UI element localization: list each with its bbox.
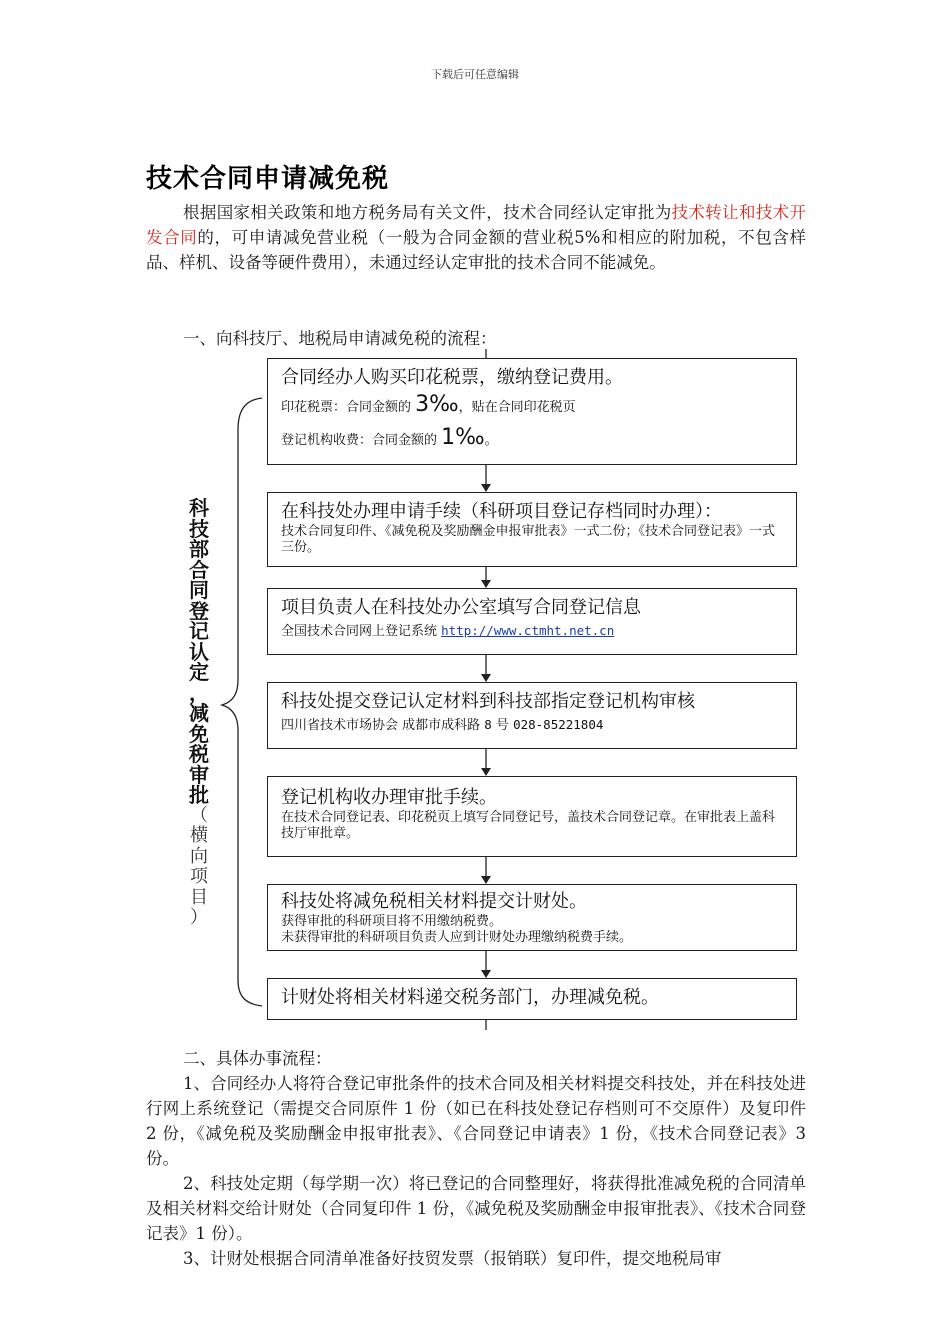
side-label-char: 向 bbox=[190, 845, 208, 867]
step-4-sub-mid: 号 bbox=[491, 718, 514, 733]
flow-step-1 bbox=[267, 358, 797, 465]
flow-step-6 bbox=[267, 884, 797, 951]
side-label-char: 免 bbox=[189, 721, 209, 746]
step-4-phone: 028-85221804 bbox=[513, 717, 604, 732]
step-3-main: 项目负责人在科技处办公室填写合同登记信息 bbox=[281, 597, 641, 618]
step-6-sub-2: 未获得审批的科研项目负责人应到计财处办理缴纳税费手续。 bbox=[281, 930, 633, 945]
side-label-char: 记 bbox=[189, 619, 209, 643]
side-label-bold bbox=[186, 498, 212, 806]
side-label-char: 减 bbox=[189, 701, 209, 725]
section1-heading: 一、向科技厅、地税局申请减免税的流程： bbox=[183, 329, 497, 348]
side-label-char: 科 bbox=[189, 496, 209, 520]
page-title: 技术合同申请减免税 bbox=[146, 164, 390, 194]
side-label-char: ） bbox=[190, 907, 208, 928]
flow-step-4 bbox=[267, 682, 797, 749]
step-1-fee-rate: 1‰ bbox=[441, 425, 485, 450]
flow-step-5 bbox=[267, 776, 797, 857]
side-brace bbox=[222, 398, 262, 1006]
step-4-street-number: 8 bbox=[484, 717, 492, 732]
arrow-head-7 bbox=[481, 970, 491, 978]
step-1-line-1-prefix: 印花税票：合同金额的 bbox=[281, 400, 416, 415]
side-label-char: 项 bbox=[190, 866, 208, 887]
arrow-head-5 bbox=[481, 768, 491, 776]
step-7-main: 计财处将相关材料递交税务部门，办理减免税。 bbox=[281, 987, 659, 1008]
step-5-sub: 在技术合同登记表、印花税页上填写合同登记号，盖技术合同登记章。在审批表上盖科技厅审批章。 bbox=[281, 810, 776, 841]
step-1-stamp-rate: 3‰ bbox=[415, 392, 459, 417]
step-1-line-2 bbox=[281, 423, 783, 456]
side-label-char: 横 bbox=[190, 825, 208, 846]
side-label bbox=[186, 498, 212, 929]
side-label-char: （ bbox=[190, 804, 208, 826]
section2 bbox=[146, 1046, 806, 1271]
arrow-head-4 bbox=[481, 674, 491, 682]
side-label-char: 部 bbox=[189, 537, 209, 561]
side-label-char: 认 bbox=[189, 639, 209, 664]
arrow-head-6 bbox=[481, 876, 491, 884]
side-label-char: 目 bbox=[190, 886, 208, 908]
registration-site-link[interactable]: http://www.ctmht.net.cn bbox=[441, 623, 615, 638]
side-label-char: 登 bbox=[189, 598, 209, 623]
side-label-char: 批 bbox=[189, 783, 209, 807]
flow-step-2 bbox=[267, 492, 797, 567]
arrow-head-2 bbox=[481, 484, 491, 492]
step-1-line-2-suffix: 。 bbox=[484, 433, 498, 448]
step-2-sub: 技术合同复印件、《减免税及奖励酬金申报审批表》一式二份；《技术合同登记表》一式三份。 bbox=[281, 524, 776, 555]
side-label-char: 同 bbox=[189, 578, 209, 602]
side-label-char: 税 bbox=[189, 742, 209, 766]
step-6-sub-1: 获得审批的科研项目将不用缴纳税费。 bbox=[281, 914, 503, 929]
side-label-char: 审 bbox=[189, 762, 209, 787]
step-4-main: 科技处提交登记认定材料到科技部指定登记机构审核 bbox=[281, 691, 695, 712]
intro-highlight: 技术转让和技术开发合同 bbox=[146, 203, 807, 247]
header-note: 下载后可任意编辑 bbox=[431, 68, 519, 81]
arrow-head-3 bbox=[481, 580, 491, 588]
section2-item-2: 2、科技处定期（每学期一次）将已登记的合同整理好，将获得批准减免税的合同清单及相关材料交给计财处（合同复印件 1 份，《减免税及奖励酬金申报审批表》、《技术合同登记表》1 份）。 bbox=[146, 1174, 806, 1243]
step-1-line-1 bbox=[281, 390, 783, 423]
side-label-light bbox=[186, 806, 212, 929]
step-5-main: 登记机构收办理审批手续。 bbox=[281, 787, 497, 808]
step-1-main: 合同经办人购买印花税票，缴纳登记费用。 bbox=[281, 367, 623, 388]
intro-text-after: 的，可申请减免营业税（一般为合同金额的营业税5%和相应的附加税，不包含样品、样机、设备等硬件费用），未通过经认定审批的技术合同不能减免。 bbox=[146, 228, 806, 272]
step-3-sub-prefix: 全国技术合同网上登记系统 bbox=[281, 624, 442, 639]
section2-heading: 二、具体办事流程： bbox=[183, 1049, 332, 1068]
side-label-char: 技 bbox=[189, 516, 209, 541]
section2-item-1: 1、合同经办人将符合登记审批条件的技术合同及相关材料提交科技处，并在科技处进行网上系统登记（需提交合同原件 1 份（如已在科技处登记存档则可不交原件）及复印件 2 份，《减免税及奖励酬金申报审批表》、《合同登记申请表》1 份，《技术合同登记表》3 份。 bbox=[146, 1074, 806, 1168]
section2-item-3: 3、计财处根据合同清单准备好技贸发票（报销联）复印件，提交地税局审 bbox=[183, 1249, 722, 1268]
step-2-main: 在科技处办理申请手续（科研项目登记存档同时办理）： bbox=[281, 501, 722, 522]
step-1-line-1-suffix: ，贴在合同印花税页 bbox=[458, 400, 576, 415]
side-label-char: ， bbox=[189, 680, 209, 705]
step-3-sub bbox=[281, 623, 783, 640]
step-4-address: 四川省技术市场协会 成都市成科路 bbox=[281, 718, 485, 733]
flow-step-7 bbox=[267, 978, 797, 1020]
step-6-main: 科技处将减免税相关材料提交计财处。 bbox=[281, 891, 587, 912]
step-4-sub bbox=[281, 717, 783, 734]
flow-step-3 bbox=[267, 588, 797, 655]
intro-text-before: 根据国家相关政策和地方税务局有关文件，技术合同经认定审批为 bbox=[183, 203, 672, 222]
side-label-char: 合 bbox=[189, 557, 209, 582]
step-1-line-2-prefix: 登记机构收费：合同金额的 bbox=[281, 433, 442, 448]
side-label-char: 定 bbox=[189, 660, 209, 684]
